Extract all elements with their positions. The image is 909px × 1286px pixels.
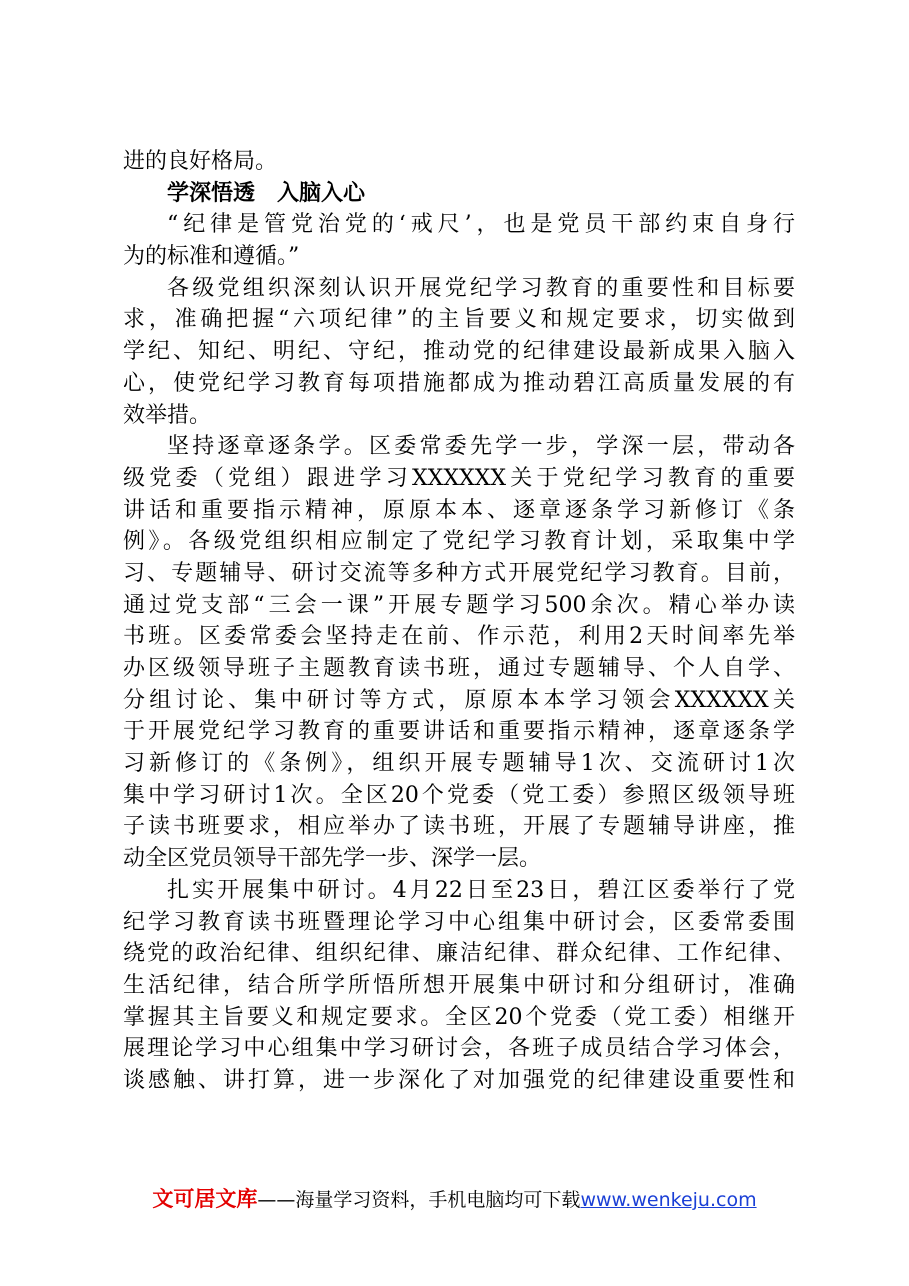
footer-banner bbox=[0, 1183, 909, 1213]
paragraph-line: 例》。各级党组织相应制定了党纪学习教育计划，采取集中学 bbox=[123, 529, 795, 555]
footer-brand: 文可居文库 bbox=[152, 1187, 258, 1211]
paragraph-line: 分组讨论、集中研讨等方式，原原本本学习领会XXXXXX关 bbox=[123, 687, 795, 713]
paragraph-line: 子读书班要求，相应举办了读书班，开展了专题辅导讲座，推 bbox=[123, 814, 795, 840]
paragraph-line: 习、专题辅导、研讨交流等多种方式开展党纪学习教育。目前， bbox=[123, 560, 795, 586]
paragraph-line: 各级党组织深刻认识开展党纪学习教育的重要性和目标要 bbox=[167, 275, 795, 301]
paragraph-line: 坚持逐章逐条学。区委常委先学一步，学深一层，带动各 bbox=[167, 434, 795, 460]
paragraph-line: 纪学习教育读书班暨理论学习中心组集中研讨会，区委常委围 bbox=[123, 909, 795, 935]
paragraph-line: 生活纪律，结合所学所悟所想开展集中研讨和分组研讨，准确 bbox=[123, 972, 795, 998]
paragraph-line: 为的标准和遵循。” bbox=[123, 244, 300, 270]
paragraph-line: “纪律是管党治党的‘戒尺’，也是党员干部约束自身行 bbox=[167, 212, 795, 238]
paragraph-line: 学纪、知纪、明纪、守纪，推动党的纪律建设最新成果入脑入 bbox=[123, 339, 795, 365]
footer-tagline: ——海量学习资料，手机电脑均可下载 bbox=[257, 1189, 581, 1211]
paragraph-line: 绕党的政治纪律、组织纪律、廉洁纪律、群众纪律、工作纪律、 bbox=[123, 941, 795, 967]
paragraph-line: 动全区党员领导干部先学一步、深学一层。 bbox=[123, 846, 542, 872]
paragraph-line: 谈感触、讲打算，进一步深化了对加强党的纪律建设重要性和 bbox=[123, 1067, 795, 1093]
paragraph-line: 于开展党纪学习教育的重要讲话和重要指示精神，逐章逐条学 bbox=[123, 719, 795, 745]
section-heading: 学深悟透 入脑入心 bbox=[167, 180, 366, 206]
paragraph-line: 扎实开展集中研讨。4月22日至23日，碧江区委举行了党 bbox=[167, 877, 795, 903]
paragraph-line: 求，准确把握“六项纪律”的主旨要义和规定要求，切实做到 bbox=[123, 307, 795, 333]
paragraph-line: 集中学习研讨1次。全区20个党委（党工委）参照区级领导班 bbox=[123, 782, 795, 808]
paragraph-line: 进的良好格局。 bbox=[123, 149, 278, 174]
document-body bbox=[123, 146, 795, 1097]
paragraph-line: 习新修订的《条例》，组织开展专题辅导1次、交流研讨1次 bbox=[123, 751, 795, 777]
paragraph-line: 书班。区委常委会坚持走在前、作示范，利用2天时间率先举 bbox=[123, 624, 795, 650]
paragraph-line: 心，使党纪学习教育每项措施都成为推动碧江高质量发展的有 bbox=[123, 370, 795, 396]
paragraph-line: 讲话和重要指示精神，原原本本、逐章逐条学习新修订《条 bbox=[123, 497, 795, 523]
paragraph-line: 通过党支部“三会一课”开展专题学习500余次。精心举办读 bbox=[123, 592, 795, 618]
paragraph-line: 展理论学习中心组集中学习研讨会，各班子成员结合学习体会， bbox=[123, 1036, 795, 1062]
paragraph-line: 效举措。 bbox=[123, 402, 212, 428]
footer-site-link[interactable]: www.wenkeju.com bbox=[580, 1189, 757, 1211]
paragraph-line: 掌握其主旨要义和规定要求。全区20个党委（党工委）相继开 bbox=[123, 1004, 795, 1030]
paragraph-line: 办区级领导班子主题教育读书班，通过专题辅导、个人自学、 bbox=[123, 656, 795, 681]
paragraph-line: 级党委（党组）跟进学习XXXXXX关于党纪学习教育的重要 bbox=[123, 465, 795, 491]
